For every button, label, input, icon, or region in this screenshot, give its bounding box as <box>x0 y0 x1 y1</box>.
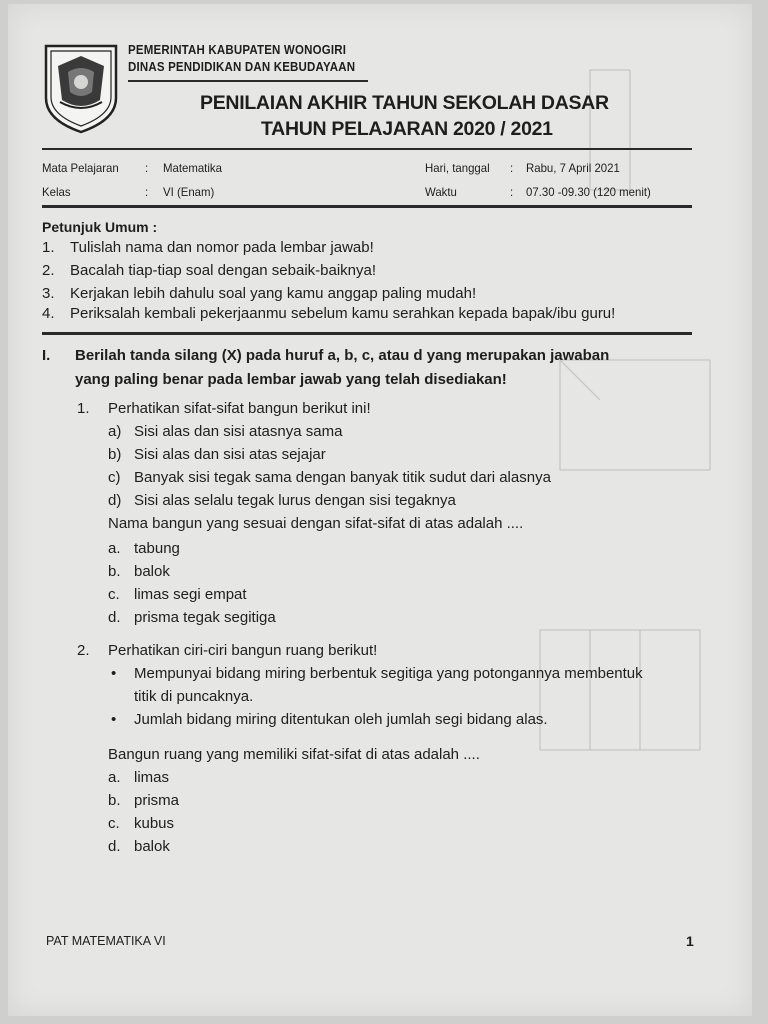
time-label: Waktu <box>425 185 457 199</box>
instruction-item <box>42 305 692 325</box>
subject-value: Matematika <box>163 161 222 175</box>
instruction-text: Periksalah kembali pekerjaanmu sebelum kamu serahkan kepada bapak/ibu guru! <box>70 305 616 322</box>
instruction-text: Bacalah tiap-tiap soal dengan sebaik-baiknya! <box>70 262 377 279</box>
wonogiri-emblem-logo <box>42 42 120 134</box>
subject-label: Mata Pelajaran <box>42 161 119 175</box>
exam-title: PENILAIAN AKHIR TAHUN SEKOLAH DASAR <box>200 92 609 114</box>
option-text: limas segi empat <box>134 586 247 603</box>
characteristic-1-line-1: Mempunyai bidang miring berbentuk segitiga yang potongannya membentuk <box>134 665 643 682</box>
section-instruction-line-2: yang paling benar pada lembar jawab yang telah disediakan! <box>75 371 507 388</box>
bullet: • <box>111 665 117 682</box>
date-label: Hari, tanggal <box>425 161 490 175</box>
characteristic-1-line-2: titik di puncaknya. <box>134 688 254 705</box>
colon: : <box>510 161 514 175</box>
option-text: kubus <box>134 815 175 832</box>
instruction-number: 2. <box>42 262 55 279</box>
instruction-number: 1. <box>42 239 55 256</box>
option-text: tabung <box>134 540 180 557</box>
property-key: a) <box>108 423 122 440</box>
option-key: b. <box>108 792 121 809</box>
property-key: c) <box>108 469 121 486</box>
instruction-text: Kerjakan lebih dahulu soal yang kamu anggap paling mudah! <box>70 285 477 302</box>
option-key: a. <box>108 540 121 557</box>
instruction-number: 3. <box>42 285 55 302</box>
question-number: 2. <box>77 642 90 659</box>
page-number: 1 <box>686 933 694 949</box>
section-number: I. <box>42 347 51 364</box>
question-stem: Perhatikan ciri-ciri bangun ruang berikut! <box>108 642 378 659</box>
property-text: Sisi alas selalu tegak lurus dengan sisi tegaknya <box>134 492 456 509</box>
section-instruction-line-1: Berilah tanda silang (X) pada huruf a, b, c, atau d yang merupakan jawaban <box>75 347 610 364</box>
gov-header <box>128 42 355 76</box>
time-value: 07.30 -09.30 (120 menit) <box>526 185 651 199</box>
property-text: Banyak sisi tegak sama dengan banyak titik sudut dari alasnya <box>134 469 551 486</box>
colon: : <box>510 185 514 199</box>
academic-year: TAHUN PELAJARAN 2020 / 2021 <box>261 118 553 140</box>
property-key: d) <box>108 492 122 509</box>
question-stem: Perhatikan sifat-sifat bangun berikut ini! <box>108 400 371 417</box>
class-value: VI (Enam) <box>163 185 215 199</box>
option-key: d. <box>108 838 121 855</box>
class-label: Kelas <box>42 185 71 199</box>
footer-label: PAT MATEMATIKA VI <box>46 934 166 948</box>
option-text: prisma tegak segitiga <box>134 609 276 626</box>
question-prompt: Bangun ruang yang memiliki sifat-sifat di atas adalah .... <box>108 746 480 763</box>
instructions-divider <box>42 332 692 335</box>
instruction-text: Tulislah nama dan nomor pada lembar jawab! <box>70 239 374 256</box>
question-prompt: Nama bangun yang sesuai dengan sifat-sifat di atas adalah .... <box>108 515 524 532</box>
option-key: d. <box>108 609 121 626</box>
header-divider <box>42 148 692 150</box>
question-number: 1. <box>77 400 90 417</box>
option-key: b. <box>108 563 121 580</box>
instruction-item <box>42 285 692 305</box>
option-key: a. <box>108 769 121 786</box>
option-text: balok <box>134 838 170 855</box>
gov-line-2: DINAS PENDIDIKAN DAN KEBUDAYAAN <box>128 60 356 74</box>
option-key: c. <box>108 815 120 832</box>
option-text: limas <box>134 769 170 786</box>
gov-underline <box>128 80 368 82</box>
colon: : <box>145 185 149 199</box>
property-key: b) <box>108 446 122 463</box>
instruction-number: 4. <box>42 305 55 322</box>
gov-line-1: PEMERINTAH KABUPATEN WONOGIRI <box>128 43 347 57</box>
instructions-heading: Petunjuk Umum : <box>42 219 158 235</box>
instruction-item <box>42 262 692 282</box>
option-text: prisma <box>134 792 180 809</box>
property-text: Sisi alas dan sisi atas sejajar <box>134 446 326 463</box>
instruction-item <box>42 239 692 259</box>
property-text: Sisi alas dan sisi atasnya sama <box>134 423 343 440</box>
bullet: • <box>111 711 117 728</box>
characteristic-2: Jumlah bidang miring ditentukan oleh jumlah segi bidang alas. <box>134 711 548 728</box>
colon: : <box>145 161 149 175</box>
option-key: c. <box>108 586 120 603</box>
info-divider <box>42 205 692 208</box>
date-value: Rabu, 7 April 2021 <box>526 161 620 175</box>
option-text: balok <box>134 563 170 580</box>
